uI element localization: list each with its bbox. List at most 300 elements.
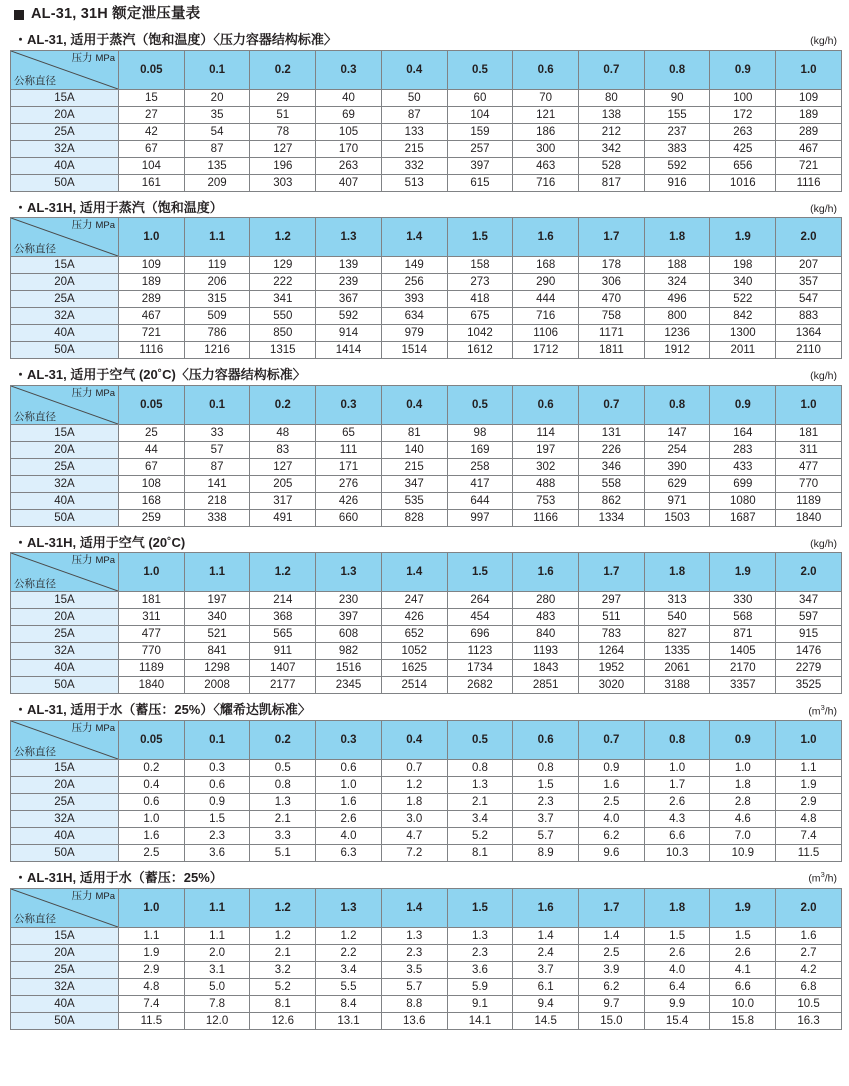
table-cell-value: 263 (316, 157, 382, 174)
table-cell-value: 338 (184, 509, 250, 526)
column-header-pressure: 0.05 (119, 720, 185, 759)
table-row (11, 492, 842, 509)
table-cell-value: 7.4 (776, 827, 842, 844)
table-cell-value: 5.2 (250, 978, 316, 995)
table-row (11, 174, 842, 191)
table-block (0, 361, 849, 527)
table-cell-value: 188 (644, 257, 710, 274)
table-cell-value: 979 (381, 325, 447, 342)
column-header-pressure: 0.05 (119, 385, 185, 424)
unit-label: (kg/h) (810, 537, 837, 550)
row-header-diameter: 15A (11, 927, 119, 944)
row-header-diameter: 40A (11, 995, 119, 1012)
table-cell-value: 311 (119, 609, 185, 626)
table-cell-value: 131 (579, 424, 645, 441)
column-header-pressure: 1.8 (644, 888, 710, 927)
column-header-pressure: 1.9 (710, 218, 776, 257)
table-cell-value: 592 (644, 157, 710, 174)
rated-relief-table (10, 217, 842, 359)
column-header-pressure: 1.9 (710, 553, 776, 592)
table-cell-value: 158 (447, 257, 513, 274)
table-cell-value: 883 (776, 308, 842, 325)
table-cell-value: 155 (644, 106, 710, 123)
table-cell-value: 367 (316, 291, 382, 308)
table-cell-value: 212 (579, 123, 645, 140)
table-cell-value: 491 (250, 509, 316, 526)
column-header-pressure: 0.7 (579, 720, 645, 759)
table-cell-value: 207 (776, 257, 842, 274)
tables-container (0, 26, 849, 1030)
table-cell-value: 5.9 (447, 978, 513, 995)
column-header-pressure: 0.2 (250, 720, 316, 759)
table-cell-value: 6.4 (644, 978, 710, 995)
table-cell-value: 2011 (710, 342, 776, 359)
page-title-text: AL-31, 31H 额定泄压量表 (31, 6, 201, 22)
table-cell-value: 540 (644, 609, 710, 626)
table-cell-value: 340 (710, 274, 776, 291)
table-row (11, 944, 842, 961)
table-cell-value: 25 (119, 424, 185, 441)
table-cell-value: 104 (119, 157, 185, 174)
table-cell-value: 393 (381, 291, 447, 308)
table-cell-value: 306 (579, 274, 645, 291)
table-cell-value: 1734 (447, 660, 513, 677)
column-header-pressure: 1.7 (579, 888, 645, 927)
table-cell-value: 283 (710, 441, 776, 458)
table-row (11, 793, 842, 810)
table-cell-value: 397 (447, 157, 513, 174)
table-cell-value: 280 (513, 592, 579, 609)
row-header-diameter: 50A (11, 509, 119, 526)
table-cell-value: 3.3 (250, 827, 316, 844)
table-cell-value: 189 (119, 274, 185, 291)
table-row (11, 441, 842, 458)
row-header-diameter: 40A (11, 827, 119, 844)
table-cell-value: 0.9 (579, 759, 645, 776)
column-header-pressure: 1.0 (776, 50, 842, 89)
row-header-diameter: 32A (11, 308, 119, 325)
pressure-axis-unit-text: MPa (95, 52, 115, 64)
table-cell-value: 444 (513, 291, 579, 308)
table-cell-value: 186 (513, 123, 579, 140)
table-header-row (11, 720, 842, 759)
table-cell-value: 4.0 (579, 810, 645, 827)
table-caption: ・AL-31, 适用于水（蓄压：25%）〈耀希达凯标准〉 (14, 702, 311, 718)
table-cell-value: 1.6 (579, 776, 645, 793)
table-cell-value: 1334 (579, 509, 645, 526)
row-header-diameter: 40A (11, 492, 119, 509)
table-header-row (11, 553, 842, 592)
table-cell-value: 0.8 (447, 759, 513, 776)
table-cell-value: 2.3 (513, 793, 579, 810)
table-cell-value: 840 (513, 626, 579, 643)
table-cell-value: 12.0 (184, 1012, 250, 1029)
diameter-axis-label: 公称直径 (14, 243, 56, 256)
table-cell-value: 289 (119, 291, 185, 308)
table-cell-value: 6.3 (316, 844, 382, 861)
table-cell-value: 6.8 (776, 978, 842, 995)
table-cell-value: 1.4 (513, 927, 579, 944)
table-cell-value: 1.2 (381, 776, 447, 793)
pressure-axis-unit-text: MPa (95, 555, 115, 567)
column-header-pressure: 0.6 (513, 720, 579, 759)
table-cell-value: 346 (579, 458, 645, 475)
table-cell-value: 3.4 (316, 961, 382, 978)
table-cell-value: 1516 (316, 660, 382, 677)
table-cell-value: 753 (513, 492, 579, 509)
table-cell-value: 230 (316, 592, 382, 609)
table-cell-value: 161 (119, 174, 185, 191)
table-cell-value: 98 (447, 424, 513, 441)
table-cell-value: 2.6 (710, 944, 776, 961)
table-header-row (11, 218, 842, 257)
table-cell-value: 11.5 (119, 1012, 185, 1029)
table-cell-value: 1.4 (579, 927, 645, 944)
table-cell-value: 9.7 (579, 995, 645, 1012)
table-cell-value: 997 (447, 509, 513, 526)
table-cell-value: 550 (250, 308, 316, 325)
table-block (0, 529, 849, 695)
table-cell-value: 0.4 (119, 776, 185, 793)
row-header-diameter: 25A (11, 626, 119, 643)
table-row (11, 844, 842, 861)
table-cell-value: 10.5 (776, 995, 842, 1012)
table-cell-value: 9.9 (644, 995, 710, 1012)
column-header-pressure: 0.2 (250, 385, 316, 424)
table-cell-value: 259 (119, 509, 185, 526)
table-cell-value: 477 (119, 626, 185, 643)
diameter-axis-label: 公称直径 (14, 913, 56, 926)
table-cell-value: 2514 (381, 677, 447, 694)
row-header-diameter: 50A (11, 342, 119, 359)
table-cell-value: 198 (710, 257, 776, 274)
table-cell-value: 4.7 (381, 827, 447, 844)
unit-label (808, 703, 841, 718)
table-cell-value: 842 (710, 308, 776, 325)
table-cell-value: 1843 (513, 660, 579, 677)
table-caption: ・AL-31, 适用于空气 (20˚C)〈压力容器结构标准〉 (14, 367, 306, 383)
rated-relief-table (10, 50, 842, 192)
table-cell-value: 81 (381, 424, 447, 441)
pressure-axis-unit-text: MPa (95, 220, 115, 232)
row-header-diameter: 40A (11, 157, 119, 174)
table-cell-value: 0.8 (250, 776, 316, 793)
column-header-pressure: 1.0 (119, 888, 185, 927)
table-cell-value: 1.8 (381, 793, 447, 810)
table-cell-value: 496 (644, 291, 710, 308)
table-cell-value: 297 (579, 592, 645, 609)
table-cell-value: 237 (644, 123, 710, 140)
table-cell-value: 488 (513, 475, 579, 492)
table-block (0, 696, 849, 862)
row-header-diameter: 25A (11, 291, 119, 308)
table-cell-value: 4.1 (710, 961, 776, 978)
table-cell-value: 1.5 (710, 927, 776, 944)
unit-label-tail: /h) (824, 872, 837, 885)
table-cell-value: 6.1 (513, 978, 579, 995)
table-cell-value: 2851 (513, 677, 579, 694)
table-cell-value: 2.3 (381, 944, 447, 961)
pressure-axis-unit-text: MPa (95, 890, 115, 902)
table-cell-value: 8.8 (381, 995, 447, 1012)
table-cell-value: 828 (381, 509, 447, 526)
table-cell-value: 129 (250, 257, 316, 274)
table-cell-value: 1.5 (644, 927, 710, 944)
table-cell-value: 10.3 (644, 844, 710, 861)
column-header-pressure: 0.9 (710, 720, 776, 759)
table-row (11, 961, 842, 978)
table-cell-value: 3.7 (513, 810, 579, 827)
column-header-pressure: 1.4 (381, 553, 447, 592)
table-cell-value: 197 (513, 441, 579, 458)
table-cell-value: 264 (447, 592, 513, 609)
table-cell-value: 0.2 (119, 759, 185, 776)
table-cell-value: 675 (447, 308, 513, 325)
table-cell-value: 5.7 (381, 978, 447, 995)
header-corner-cell (11, 888, 119, 927)
column-header-pressure: 0.3 (316, 50, 382, 89)
table-cell-value: 40 (316, 89, 382, 106)
table-cell-value: 315 (184, 291, 250, 308)
table-cell-value: 15.4 (644, 1012, 710, 1029)
table-cell-value: 3.1 (184, 961, 250, 978)
table-cell-value: 608 (316, 626, 382, 643)
table-row (11, 308, 842, 325)
table-cell-value: 1171 (579, 325, 645, 342)
table-cell-value: 783 (579, 626, 645, 643)
table-cell-value: 2682 (447, 677, 513, 694)
table-cell-value: 652 (381, 626, 447, 643)
table-cell-value: 535 (381, 492, 447, 509)
column-header-pressure: 1.1 (184, 218, 250, 257)
pressure-axis-label (72, 387, 115, 400)
table-cell-value: 171 (316, 458, 382, 475)
table-row (11, 123, 842, 140)
table-cell-value: 273 (447, 274, 513, 291)
table-cell-value: 1236 (644, 325, 710, 342)
table-cell-value: 12.6 (250, 1012, 316, 1029)
table-cell-value: 109 (776, 89, 842, 106)
table-cell-value: 67 (119, 458, 185, 475)
table-cell-value: 311 (776, 441, 842, 458)
table-cell-value: 4.0 (644, 961, 710, 978)
table-cell-value: 1335 (644, 643, 710, 660)
column-header-pressure: 1.5 (447, 218, 513, 257)
row-header-diameter: 15A (11, 89, 119, 106)
pressure-axis-label-text: 压力 (71, 554, 93, 567)
table-cell-value: 3.7 (513, 961, 579, 978)
table-cell-value: 4.8 (119, 978, 185, 995)
table-cell-value: 470 (579, 291, 645, 308)
column-header-pressure: 0.4 (381, 385, 447, 424)
table-row (11, 475, 842, 492)
table-cell-value: 42 (119, 123, 185, 140)
table-cell-value: 1.3 (447, 776, 513, 793)
table-cell-value: 105 (316, 123, 382, 140)
table-header-row (11, 888, 842, 927)
pressure-axis-label-text: 压力 (71, 889, 93, 902)
table-cell-value: 1.9 (776, 776, 842, 793)
column-header-pressure: 1.5 (447, 553, 513, 592)
column-header-pressure: 0.7 (579, 385, 645, 424)
table-cell-value: 8.1 (447, 844, 513, 861)
table-row (11, 827, 842, 844)
pressure-axis-label (72, 722, 115, 735)
table-cell-value: 2.5 (119, 844, 185, 861)
diameter-axis-label: 公称直径 (14, 578, 56, 591)
table-cell-value: 758 (579, 308, 645, 325)
table-cell-value: 168 (119, 492, 185, 509)
table-cell-value: 164 (710, 424, 776, 441)
table-cell-value: 254 (644, 441, 710, 458)
table-cell-value: 172 (710, 106, 776, 123)
table-cell-value: 3.5 (381, 961, 447, 978)
table-cell-value: 133 (381, 123, 447, 140)
table-row (11, 995, 842, 1012)
table-cell-value: 1364 (776, 325, 842, 342)
table-cell-value: 1811 (579, 342, 645, 359)
row-header-diameter: 20A (11, 106, 119, 123)
table-cell-value: 592 (316, 308, 382, 325)
table-cell-value: 0.5 (250, 759, 316, 776)
column-header-pressure: 1.8 (644, 218, 710, 257)
table-cell-value: 1.3 (381, 927, 447, 944)
table-caption-row (10, 361, 841, 385)
table-cell-value: 15.8 (710, 1012, 776, 1029)
table-row (11, 140, 842, 157)
column-header-pressure: 0.6 (513, 385, 579, 424)
table-caption-row (10, 696, 841, 720)
table-cell-value: 3.2 (250, 961, 316, 978)
row-header-diameter: 32A (11, 978, 119, 995)
table-cell-value: 433 (710, 458, 776, 475)
table-cell-value: 0.3 (184, 759, 250, 776)
table-cell-value: 528 (579, 157, 645, 174)
table-cell-value: 971 (644, 492, 710, 509)
pressure-axis-label (72, 52, 115, 65)
table-cell-value: 9.4 (513, 995, 579, 1012)
table-cell-value: 121 (513, 106, 579, 123)
table-cell-value: 786 (184, 325, 250, 342)
table-cell-value: 258 (447, 458, 513, 475)
table-cell-value: 841 (184, 643, 250, 660)
table-caption-row (10, 529, 841, 553)
column-header-pressure: 1.2 (250, 553, 316, 592)
table-cell-value: 78 (250, 123, 316, 140)
table-cell-value: 9.6 (579, 844, 645, 861)
row-header-diameter: 40A (11, 660, 119, 677)
table-row (11, 677, 842, 694)
table-cell-value: 513 (381, 174, 447, 191)
table-cell-value: 467 (776, 140, 842, 157)
table-cell-value: 111 (316, 441, 382, 458)
table-cell-value: 1116 (119, 342, 185, 359)
table-cell-value: 850 (250, 325, 316, 342)
table-cell-value: 80 (579, 89, 645, 106)
table-caption: ・AL-31H, 适用于空气 (20˚C) (14, 534, 186, 550)
row-header-diameter: 50A (11, 174, 119, 191)
pressure-axis-label (72, 219, 115, 232)
table-cell-value: 1.6 (119, 827, 185, 844)
table-cell-value: 1123 (447, 643, 513, 660)
table-cell-value: 1300 (710, 325, 776, 342)
table-row (11, 810, 842, 827)
unit-label-main: (m (808, 705, 821, 718)
table-cell-value: 7.8 (184, 995, 250, 1012)
table-cell-value: 109 (119, 257, 185, 274)
column-header-pressure: 1.2 (250, 218, 316, 257)
table-cell-value: 1264 (579, 643, 645, 660)
table-cell-value: 463 (513, 157, 579, 174)
table-cell-value: 568 (710, 609, 776, 626)
table-cell-value: 226 (579, 441, 645, 458)
column-header-pressure: 1.6 (513, 888, 579, 927)
table-cell-value: 5.2 (447, 827, 513, 844)
table-cell-value: 178 (579, 257, 645, 274)
table-cell-value: 521 (184, 626, 250, 643)
table-header-row (11, 385, 842, 424)
table-cell-value: 6.6 (710, 978, 776, 995)
column-header-pressure: 1.4 (381, 218, 447, 257)
table-cell-value: 1189 (776, 492, 842, 509)
table-cell-value: 0.6 (316, 759, 382, 776)
header-corner-cell (11, 553, 119, 592)
table-cell-value: 1.2 (250, 927, 316, 944)
table-cell-value: 1.7 (644, 776, 710, 793)
table-cell-value: 14.5 (513, 1012, 579, 1029)
table-cell-value: 2061 (644, 660, 710, 677)
table-cell-value: 2279 (776, 660, 842, 677)
table-cell-value: 15.0 (579, 1012, 645, 1029)
table-cell-value: 181 (119, 592, 185, 609)
column-header-pressure: 2.0 (776, 218, 842, 257)
table-cell-value: 4.0 (316, 827, 382, 844)
table-cell-value: 215 (381, 458, 447, 475)
table-cell-value: 407 (316, 174, 382, 191)
table-row (11, 592, 842, 609)
page-title (0, 0, 849, 26)
table-cell-value: 69 (316, 106, 382, 123)
rated-relief-table (10, 888, 842, 1030)
table-cell-value: 54 (184, 123, 250, 140)
table-cell-value: 0.6 (119, 793, 185, 810)
table-cell-value: 10.9 (710, 844, 776, 861)
table-cell-value: 14.1 (447, 1012, 513, 1029)
table-cell-value: 2.9 (119, 961, 185, 978)
table-cell-value: 13.1 (316, 1012, 382, 1029)
table-cell-value: 1952 (579, 660, 645, 677)
row-header-diameter: 32A (11, 810, 119, 827)
pressure-axis-label-text: 压力 (71, 721, 93, 734)
table-cell-value: 2.9 (776, 793, 842, 810)
table-cell-value: 332 (381, 157, 447, 174)
table-cell-value: 189 (776, 106, 842, 123)
table-cell-value: 65 (316, 424, 382, 441)
table-cell-value: 1612 (447, 342, 513, 359)
table-cell-value: 417 (447, 475, 513, 492)
table-cell-value: 425 (710, 140, 776, 157)
column-header-pressure: 0.5 (447, 50, 513, 89)
table-row (11, 424, 842, 441)
table-cell-value: 3.4 (447, 810, 513, 827)
table-cell-value: 205 (250, 475, 316, 492)
table-cell-value: 699 (710, 475, 776, 492)
table-row (11, 274, 842, 291)
table-cell-value: 477 (776, 458, 842, 475)
table-cell-value: 48 (250, 424, 316, 441)
table-row (11, 643, 842, 660)
table-cell-value: 1166 (513, 509, 579, 526)
